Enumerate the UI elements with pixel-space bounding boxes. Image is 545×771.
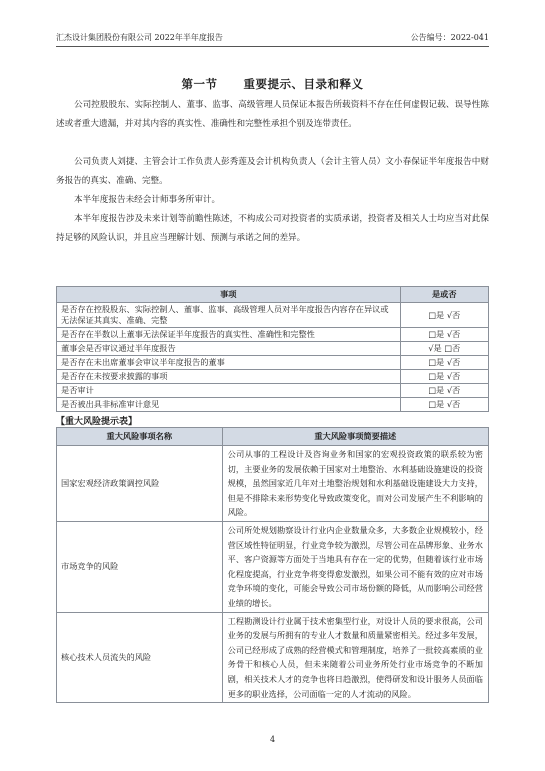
row-item: 是否被出具非标准审计意见 xyxy=(57,398,401,412)
paragraph-responsibility: 公司控股股东、实际控制人、董事、监事、高级管理人员保证本报告所载资料不存在任何虚假记载、误导性陈述或者重大遗漏，并对其内容的真实性、准确性和完整性承担个别及连带责任。 xyxy=(56,100,489,129)
section-title xyxy=(0,76,545,92)
row-answer: □是 √否 xyxy=(400,356,488,370)
risk-description: 公司所处规划勘察设计行业内企业数量众多，大多数企业规模较小，经营区域性特征明显，行业竞争较为激烈，尽管公司在品牌形象、业务水平、客户资源等方面处于当地具有存在一定的优势，但随着该行业市场化程度提高，行业竞争将变得愈发激烈，如果公司不能有效的应对市场竞争环境的变化，可能会导致公司市场份额的降低，从而影响公司经营业绩的增长。 xyxy=(222,521,488,612)
row-answer: □是 √否 xyxy=(400,398,488,412)
section-heading: 重要提示、目录和释义 xyxy=(243,77,364,91)
table-row xyxy=(57,612,489,703)
table-row xyxy=(57,303,489,328)
declaration-table xyxy=(56,286,489,412)
row-item: 是否存在未按要求披露的事项 xyxy=(57,370,401,384)
row-item: 是否存在半数以上董事无法保证半年度报告的真实性、准确性和完整性 xyxy=(57,328,401,342)
header-announcement-no: 公告编号：2022-041 xyxy=(410,33,489,42)
risk-table-title: 【重大风险提示表】 xyxy=(56,417,138,427)
row-answer: √是 □否 xyxy=(400,342,488,356)
paragraph-audit: 本半年度报告未经会计师事务所审计。 xyxy=(74,195,221,205)
row-item: 是否存在未出席董事会审议半年度报告的董事 xyxy=(57,356,401,370)
risk-name: 核心技术人员流失的风险 xyxy=(57,612,223,703)
table-row xyxy=(57,370,489,384)
table-row xyxy=(57,446,489,522)
column-header-answer: 是或否 xyxy=(400,287,488,303)
row-item: 是否审计 xyxy=(57,384,401,398)
table-row xyxy=(57,521,489,612)
page-number: 4 xyxy=(269,735,276,744)
row-answer: □是 √否 xyxy=(400,328,488,342)
row-answer: □是 √否 xyxy=(400,384,488,398)
table-row xyxy=(57,328,489,342)
risk-name: 国家宏观经济政策调控风险 xyxy=(57,446,223,522)
table-row xyxy=(57,342,489,356)
table-row xyxy=(57,384,489,398)
risk-description: 工程勘测设计行业属于技术密集型行业，对设计人员的要求很高，公司业务的发展与所拥有的专业人才数量和质量紧密相关。经过多年发展，公司已经形成了成熟的经营模式和管理制度，培养了一批较高素质的业务骨干和核心人员，但未来随着公司业务所处行业市场竞争的不断加剧，相关技术人才的竞争也将日趋激烈，使得研发和设计服务人员面临更多的职业选择，公司面临一定的人才流动的风险。 xyxy=(222,612,488,703)
risk-name: 市场竞争的风险 xyxy=(57,521,223,612)
section-number: 第一节 xyxy=(181,77,218,91)
table-header-row xyxy=(57,287,489,303)
row-item: 董事会是否审议通过半年度报告 xyxy=(57,342,401,356)
table-row xyxy=(57,356,489,370)
header-company: 汇杰设计集团股份有限公司 2022年半年度报告 xyxy=(56,33,223,42)
table-row xyxy=(57,398,489,412)
row-answer: □是 √否 xyxy=(400,303,488,328)
column-header-item: 事项 xyxy=(57,287,401,303)
risk-table xyxy=(56,427,489,703)
risk-description: 公司从事的工程设计及咨询业务和国家的宏观投资政策的联系较为密切，主要业务的发展依赖于国家对土地整治、水利基础设施建设的投资规模，虽然国家近几年对土地整治规划和水利基础设施建设大力支持，但是不排除未来形势变化导致政策变化，而对公司发展产生不利影响的风险。 xyxy=(222,446,488,522)
row-answer: □是 √否 xyxy=(400,370,488,384)
table-header-row xyxy=(57,428,489,446)
column-header-risk-desc: 重大风险事项简要描述 xyxy=(222,428,488,446)
column-header-risk-name: 重大风险事项名称 xyxy=(57,428,223,446)
paragraph-forward-looking: 本半年度报告涉及未来计划等前瞻性陈述，不构成公司对投资者的实质承诺，投资者及相关人士均应当对此保持足够的风险认识，并且应当理解计划、预测与承诺之间的差异。 xyxy=(56,214,489,243)
paragraph-financial-guarantee: 公司负责人刘捷、主管会计工作负责人彭秀莲及会计机构负责人（会计主管人员）文小春保证半年度报告中财务报告的真实、准确、完整。 xyxy=(56,157,489,186)
page-header xyxy=(56,32,489,47)
row-item: 是否存在控股股东、实际控制人、董事、监事、高级管理人员对半年度报告内容存在异议或无法保证其真实、准确、完整 xyxy=(57,303,401,328)
